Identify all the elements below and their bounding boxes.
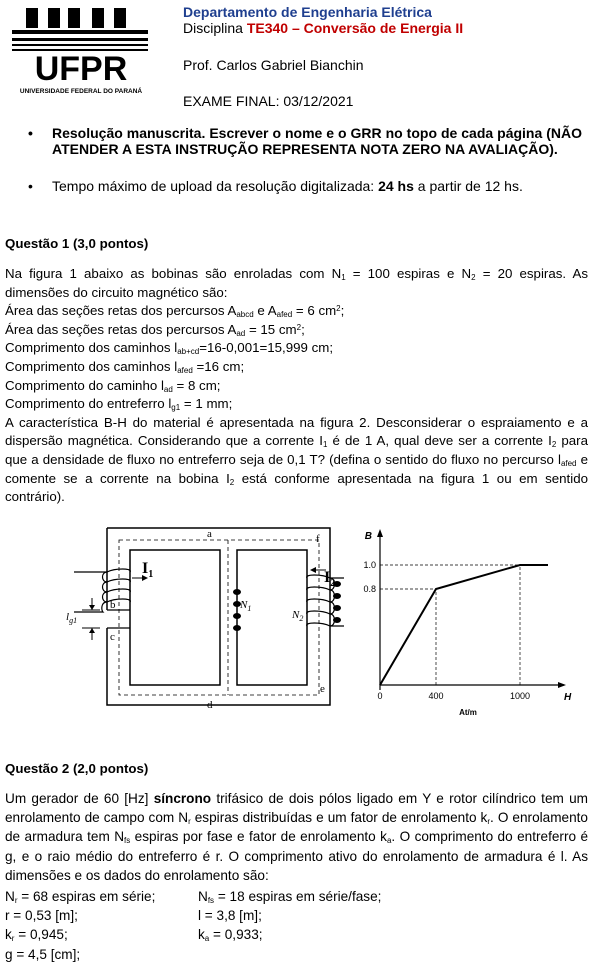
q2-data-table — [5, 887, 588, 964]
fig1-label-f: f — [316, 533, 320, 545]
x-tick-label: 0 — [377, 691, 383, 701]
bh-series-line — [380, 565, 548, 685]
fig1-label-d: d — [207, 699, 213, 711]
fig1-label-lg: $l_{g1}$ — [66, 611, 78, 625]
x-axis-unit: At/m — [459, 708, 477, 717]
data-nr: $N_r = 68$ espiras em série; — [5, 889, 156, 905]
instruction-item-2: • Tempo máximo de upload da resolução digitalizada: 24 hs a partir de 12 hs. — [28, 178, 523, 194]
fig1-label-c: c — [110, 631, 115, 643]
magnetic-circuit-figure — [62, 520, 347, 715]
fig1-label-n2: $N_2$ — [292, 609, 304, 623]
department-title: Departamento de Engenharia Elétrica — [183, 4, 432, 20]
x-tick-label: 400 — [428, 691, 444, 701]
fig1-label-n1: $N_1$ — [240, 599, 252, 613]
q2-body: Um gerador de 60 [Hz] síncrono trifásico de dois pólos ligado em Y e rotor cilíndrico tem um enrolamento de campo com $N_r$ espiras distribuídas e um fator de enrolamento $k_r$. O enrolamento de armadura tem $N_{fs}$ espiras por fase e fator de enrolamento $k_a$. O comprimento do entreferro é g, e o raio médio do entreferro é r. O comprimento ativo do enrolamento de armadura é l. As dimensões e os dados do enrolamento são: — [5, 791, 588, 883]
q1-title: Questão 1 (3,0 pontos) — [5, 236, 149, 251]
bh-curve-chart — [342, 525, 577, 720]
exam-date: EXAME FINAL: 03/12/2021 — [183, 93, 354, 109]
y-axis-label: B — [364, 531, 372, 542]
fig1-label-i2: $I_2$ — [324, 569, 336, 589]
professor-name: Prof. Carlos Gabriel Bianchin — [183, 57, 364, 73]
fig1-label-a: a — [207, 528, 212, 540]
ufpr-logo — [8, 8, 158, 98]
data-ka: $k_a = 0,933$; — [198, 927, 263, 944]
logo-subtext: UNIVERSIDADE FEDERAL DO PARANÁ — [19, 88, 143, 95]
data-g: g = 4,5 [cm]; — [5, 946, 81, 962]
data-r: r = 0,53 [m]; — [5, 908, 78, 924]
x-axis-label: H — [564, 692, 572, 703]
fig1-label-b: b — [110, 599, 116, 611]
data-l: l = 3,8 [m]; — [198, 908, 262, 924]
y-tick-label: 1.0 — [363, 560, 376, 570]
q2-title: Questão 2 (2,0 pontos) — [5, 761, 149, 776]
y-tick-label: 0.8 — [363, 584, 376, 594]
instruction-item-1: • Resolução manuscrita. Escrever o nome e o GRR no topo de cada página (NÃO ATENDER A ESTA INSTRUÇÃO REPRESENTA NOTA ZERO NA AVALIAÇÃO). — [28, 125, 582, 157]
x-tick-label: 1000 — [509, 691, 531, 701]
data-nfs: $N_{fs} = 18$ espiras em série/fase; — [198, 889, 382, 905]
logo-text: UFPR — [34, 50, 128, 88]
data-kr: $k_r = 0,945$; — [5, 927, 68, 944]
discipline-code: TE340 – Conversão de Energia II — [246, 20, 464, 36]
discipline-line: Disciplina TE340 – Conversão de Energia II — [183, 20, 464, 36]
fig1-label-i1: $I_1$ — [142, 560, 154, 580]
q1-body: Na figura 1 abaixo as bobinas são enroladas com $N_1 = 100$ espiras e $N_2 = 20$ espiras. As dimensões do circuito magnético são: Área das seções retas dos percursos $A_{abcd}$ e $A_{afed} = 6$ $cm^2$; Área das seções retas dos percursos $A_{ad} = 15$ $cm^2$; Comprimento dos caminhos $l_{ab+cd}=16-0,001=15,999$ cm; Comprimento dos caminhos $l_{afed} =16$ cm; Comprimento do caminho $l_{ad} = 8$ cm; Comprimento do entreferro $l_{g1} = 1$ mm; A característica B-H do material é apresentada na figura 2. Desconsiderar o espraiamento e a dispersão magnética. Considerando que a corrente $I_1$ é de 1 A, qual deve ser a corrente $I_2$ para que a densidade de fluxo no entreferro seja de 0,1 T? (defina o sentido do fluxo no percurso $l_{afed}$ e comente se a corrente na bobina $I_2$ está conforme apresentada na figura 1 ou em sentido contrário). — [5, 266, 588, 505]
fig1-label-e: e — [320, 683, 325, 695]
